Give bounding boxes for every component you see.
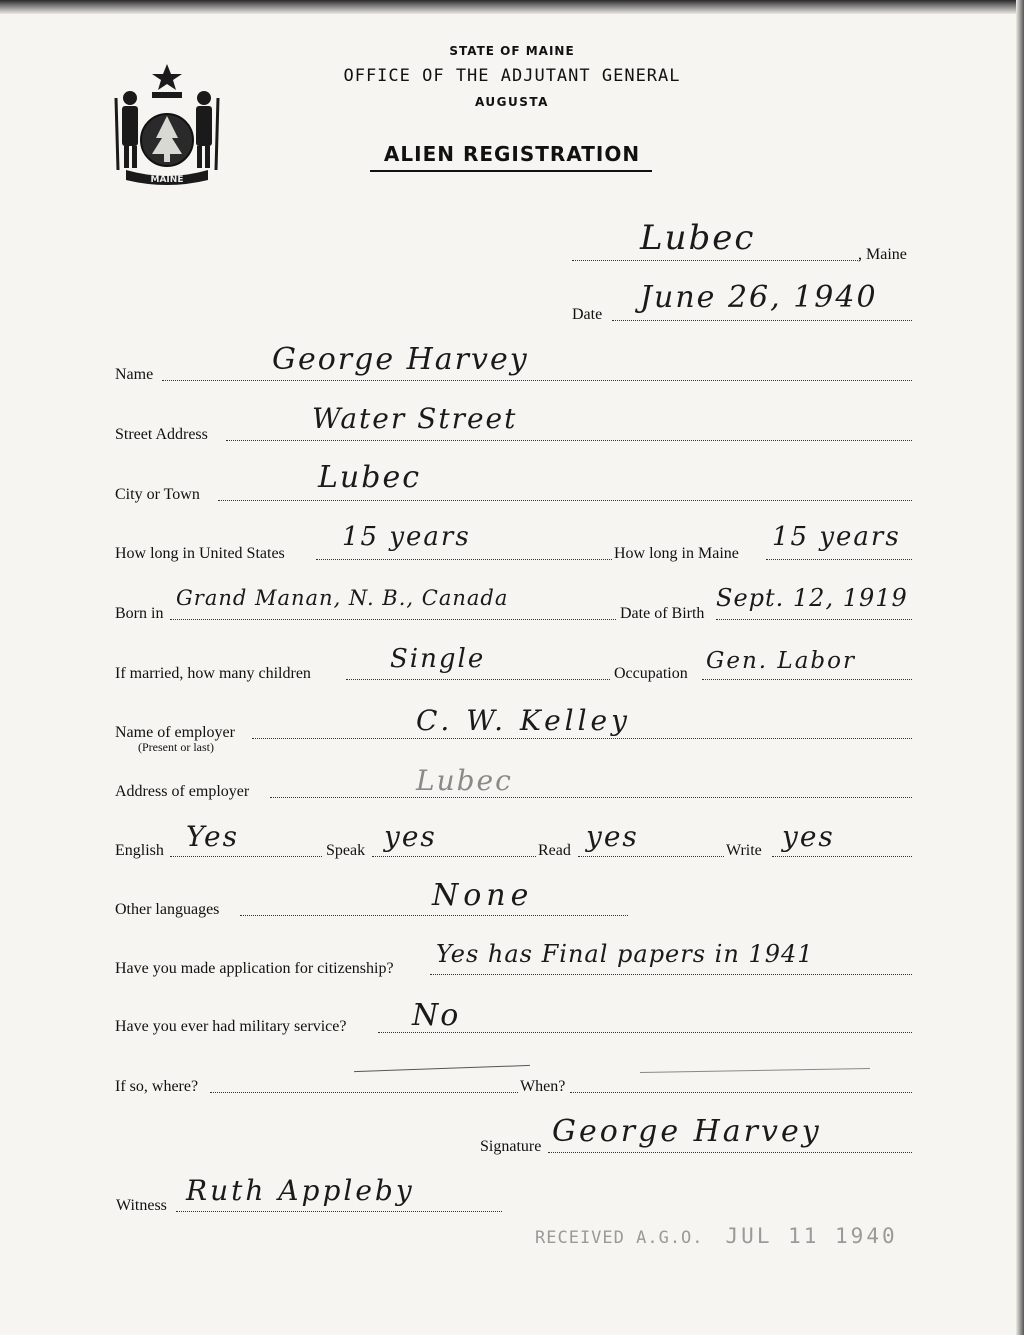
married-children-label: If married, how many children <box>115 665 311 682</box>
date-of-birth-field-line <box>716 619 912 620</box>
witness-field-line <box>176 1211 502 1212</box>
how-long-maine-field-line <box>766 559 912 560</box>
signature-label: Signature <box>480 1138 542 1155</box>
seal-banner-text: MAINE <box>150 175 184 185</box>
occupation-field-line <box>702 679 912 680</box>
english-value: Yes <box>186 820 239 853</box>
how-long-us-value: 15 years <box>342 522 471 552</box>
pen-stroke <box>354 1065 530 1072</box>
born-in-value: Grand Manan, N. B., Canada <box>176 586 509 610</box>
how-long-maine-value: 15 years <box>772 522 901 552</box>
signature-field-line <box>548 1152 912 1153</box>
employer-address-field-line <box>270 797 912 798</box>
speak-value: yes <box>384 820 437 853</box>
header-city: AUGUSTA <box>475 95 549 109</box>
married-children-field-line <box>346 679 610 680</box>
english-field-line <box>170 856 322 857</box>
occupation-value: Gen. Labor <box>706 648 856 674</box>
other-languages-label: Other languages <box>115 901 220 918</box>
read-value: yes <box>586 820 639 853</box>
street-address-value: Water Street <box>312 402 518 435</box>
how-long-us-label: How long in United States <box>115 545 285 562</box>
pen-stroke <box>640 1068 870 1073</box>
date-value: June 26, 1940 <box>640 280 878 315</box>
scan-edge-top <box>0 0 1024 14</box>
read-label: Read <box>538 842 571 859</box>
when-field-line <box>570 1092 912 1093</box>
city-field-line <box>218 500 912 501</box>
write-value: yes <box>782 820 835 853</box>
header-office: OFFICE OF THE ADJUTANT GENERAL <box>343 66 681 86</box>
military-value: No <box>412 998 461 1033</box>
citizenship-value: Yes has Final papers in 1941 <box>436 940 814 968</box>
name-label: Name <box>115 366 154 383</box>
city-label: City or Town <box>115 486 200 503</box>
header-state: STATE OF MAINE <box>449 44 575 58</box>
english-label: English <box>115 842 164 859</box>
witness-signature: Ruth Appleby <box>186 1174 415 1207</box>
employer-field-line <box>252 738 912 739</box>
married-children-value: Single <box>390 644 486 674</box>
how-long-us-field-line <box>316 559 612 560</box>
occupation-label: Occupation <box>614 665 688 682</box>
city-value: Lubec <box>318 460 422 495</box>
write-field-line <box>772 856 912 857</box>
received-stamp <box>535 1224 898 1248</box>
town-field-line <box>572 260 860 261</box>
name-field-line <box>162 380 912 381</box>
write-label: Write <box>726 842 762 859</box>
received-stamp-date: JUL 11 1940 <box>725 1224 898 1248</box>
speak-field-line <box>372 856 536 857</box>
street-address-label: Street Address <box>115 426 208 443</box>
employer-value: C. W. Kelley <box>416 704 631 737</box>
date-label: Date <box>572 306 603 323</box>
born-in-label: Born in <box>115 605 164 622</box>
citizenship-field-line <box>430 974 912 975</box>
born-in-field-line <box>170 619 616 620</box>
employer-address-value: Lubec <box>416 764 513 797</box>
read-field-line <box>578 856 724 857</box>
date-field-line <box>612 320 912 321</box>
speak-label: Speak <box>326 842 366 859</box>
if-so-where-label: If so, where? <box>115 1078 199 1095</box>
title-underline <box>370 170 652 172</box>
if-so-where-field-line <box>210 1092 518 1093</box>
form-title: ALIEN REGISTRATION <box>383 142 641 166</box>
when-label: When? <box>520 1078 566 1095</box>
scan-edge-right <box>1016 0 1024 1335</box>
street-address-field-line <box>226 440 912 441</box>
how-long-maine-label: How long in Maine <box>614 545 739 562</box>
military-label: Have you ever had military service? <box>115 1018 347 1035</box>
employer-address-label: Address of employer <box>115 783 250 800</box>
town-value: Lubec <box>640 218 756 258</box>
applicant-signature: George Harvey <box>552 1114 822 1149</box>
maine-label: , Maine <box>858 246 907 263</box>
name-value: George Harvey <box>272 342 529 377</box>
witness-label: Witness <box>116 1197 167 1214</box>
other-languages-value: None <box>432 878 534 913</box>
citizenship-label: Have you made application for citizenship? <box>115 960 394 977</box>
employer-note: (Present or last) <box>138 740 214 754</box>
employer-label: Name of employer <box>115 724 235 741</box>
date-of-birth-label: Date of Birth <box>620 605 705 622</box>
other-languages-field-line <box>240 915 628 916</box>
date-of-birth-value: Sept. 12, 1919 <box>716 584 908 612</box>
received-stamp-text: RECEIVED A.G.O. <box>535 1228 704 1248</box>
